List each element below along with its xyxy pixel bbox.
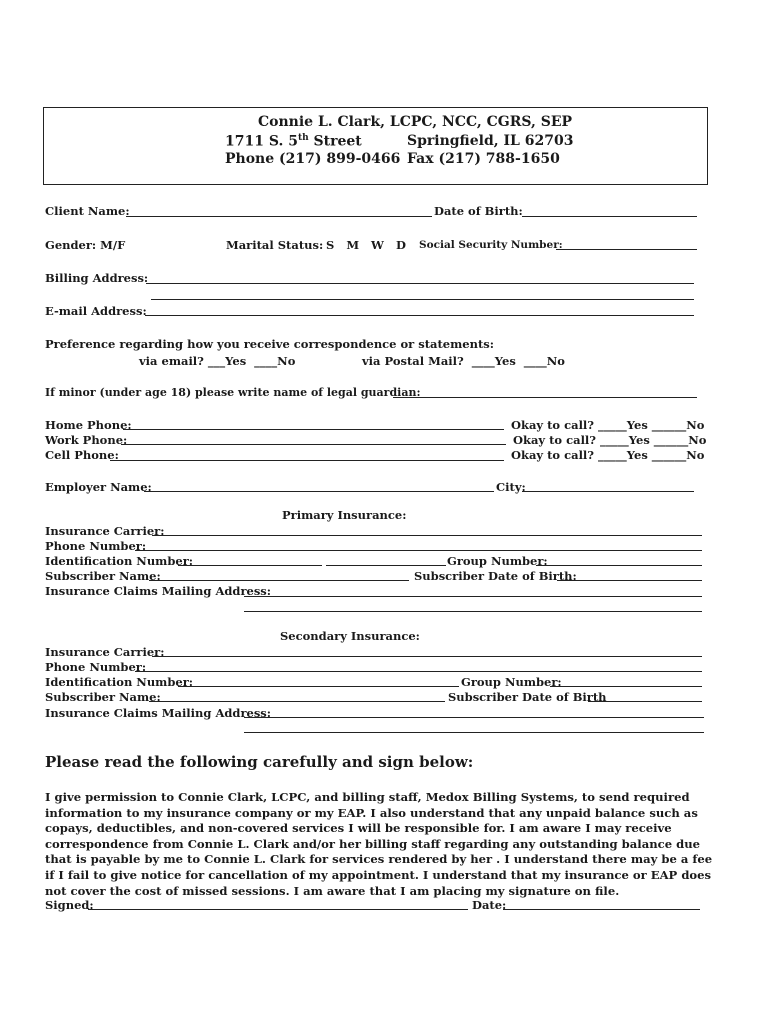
cell-phone-okay[interactable]: Okay to call? _____Yes ______No: [511, 448, 705, 462]
secondary-subscriber-dob-label: Subscriber Date of Birth: [448, 690, 607, 704]
secondary-carrier-label: Insurance Carrier:: [45, 645, 165, 659]
primary-id-field-2[interactable]: [326, 565, 446, 566]
primary-subscriber-dob-label: Subscriber Date of Birth:: [414, 569, 577, 583]
preference-email[interactable]: via email? ___Yes ____No: [139, 354, 296, 368]
secondary-phone-field[interactable]: [135, 671, 702, 672]
secondary-id-field[interactable]: [178, 686, 459, 687]
work-phone-okay[interactable]: Okay to call? _____Yes ______No: [513, 433, 707, 447]
ssn-field[interactable]: [556, 249, 697, 250]
primary-subscriber-field[interactable]: [149, 580, 409, 581]
employer-field[interactable]: [144, 491, 494, 492]
primary-carrier-field[interactable]: [152, 535, 702, 536]
practice-name: Connie L. Clark, LCPC, NCC, CGRS, SEP: [258, 114, 573, 130]
primary-phone-label: Phone Number:: [45, 539, 147, 553]
secondary-insurance-title: Secondary Insurance:: [280, 629, 420, 643]
guardian-label: If minor (under age 18) please write name of legal guardian:: [45, 386, 421, 399]
primary-claims-field-2[interactable]: [244, 611, 702, 612]
billing-address-field-2[interactable]: [151, 299, 694, 300]
primary-subscriber-dob-field[interactable]: [557, 580, 702, 581]
primary-group-label: Group Number:: [447, 554, 548, 568]
primary-subscriber-label: Subscriber Name:: [45, 569, 161, 583]
home-phone-label: Home Phone:: [45, 418, 132, 432]
secondary-subscriber-field[interactable]: [149, 701, 445, 702]
employer-label: Employer Name:: [45, 480, 152, 494]
dob-label: Date of Birth:: [434, 204, 523, 218]
work-phone-label: Work Phone:: [45, 433, 128, 447]
ssn-label: Social Security Number:: [419, 239, 563, 251]
practice-city: Springfield, IL 62703: [407, 133, 574, 149]
primary-insurance-title: Primary Insurance:: [282, 508, 407, 522]
primary-carrier-label: Insurance Carrier:: [45, 524, 165, 538]
signature-field[interactable]: [88, 909, 468, 910]
secondary-group-field[interactable]: [550, 686, 702, 687]
marital-options[interactable]: S M W D: [326, 238, 406, 252]
secondary-subscriber-label: Subscriber Name:: [45, 690, 161, 704]
client-name-field[interactable]: [126, 216, 432, 217]
gender-label: Gender: M/F: [45, 238, 126, 252]
secondary-phone-label: Phone Number:: [45, 660, 147, 674]
secondary-claims-field-2[interactable]: [244, 732, 704, 733]
primary-id-field[interactable]: [178, 565, 322, 566]
date-label: Date:: [472, 898, 507, 912]
primary-id-label: Identification Number:: [45, 554, 194, 568]
city-field[interactable]: [522, 491, 694, 492]
signed-label: Signed:: [45, 898, 94, 912]
consent-text: I give permission to Connie Clark, LCPC, and billing staff, Medox Billing Systems, to send required information to my insurance company or my EAP. I also understand that any unpaid balance such as copays, deductibles, and non-covered services I will be responsible for. I am aware I may receive correspondence from Connie L. Clark and/or her billing staff regarding any outstanding balance due that is payable by me to Connie L. Clark for services rendered by her . I understand there may be a fee if I fail to give notice for cancellation of my appointment. I understand that my insurance or EAP does not cover the cost of missed sessions. I am aware that I am placing my signature on file.: [45, 790, 713, 898]
practice-header: [43, 107, 708, 185]
practice-phone: Phone (217) 899-0466: [225, 151, 401, 167]
secondary-claims-field-1[interactable]: [244, 717, 704, 718]
secondary-group-label: Group Number:: [461, 675, 562, 689]
client-name-label: Client Name:: [45, 204, 130, 218]
marital-status-label: Marital Status:: [226, 238, 324, 252]
billing-address-label: Billing Address:: [45, 271, 149, 285]
home-phone-okay[interactable]: Okay to call? _____Yes ______No: [511, 418, 705, 432]
secondary-claims-label: Insurance Claims Mailing Address:: [45, 706, 272, 720]
email-label: E-mail Address:: [45, 304, 147, 318]
secondary-subscriber-dob-field[interactable]: [588, 701, 702, 702]
work-phone-field[interactable]: [121, 444, 506, 445]
secondary-id-label: Identification Number:: [45, 675, 194, 689]
cell-phone-field[interactable]: [110, 460, 504, 461]
city-label: City:: [496, 480, 526, 494]
home-phone-field[interactable]: [123, 429, 504, 430]
practice-fax: Fax (217) 788-1650: [407, 151, 560, 167]
preference-postal[interactable]: via Postal Mail? ____Yes ____No: [362, 354, 565, 368]
cell-phone-label: Cell Phone:: [45, 448, 119, 462]
dob-field[interactable]: [522, 216, 697, 217]
practice-street: 1711 S. 5th Street: [225, 133, 362, 150]
secondary-carrier-field[interactable]: [152, 656, 702, 657]
consent-heading: Please read the following carefully and sign below:: [45, 753, 474, 771]
date-field[interactable]: [503, 909, 700, 910]
guardian-field[interactable]: [393, 397, 697, 398]
primary-claims-field-1[interactable]: [244, 596, 702, 597]
primary-claims-label: Insurance Claims Mailing Address:: [45, 584, 272, 598]
primary-group-field[interactable]: [536, 565, 702, 566]
primary-phone-field[interactable]: [135, 550, 702, 551]
billing-address-field-1[interactable]: [146, 283, 694, 284]
preference-heading: Preference regarding how you receive correspondence or statements:: [45, 337, 494, 351]
email-field[interactable]: [145, 315, 694, 316]
